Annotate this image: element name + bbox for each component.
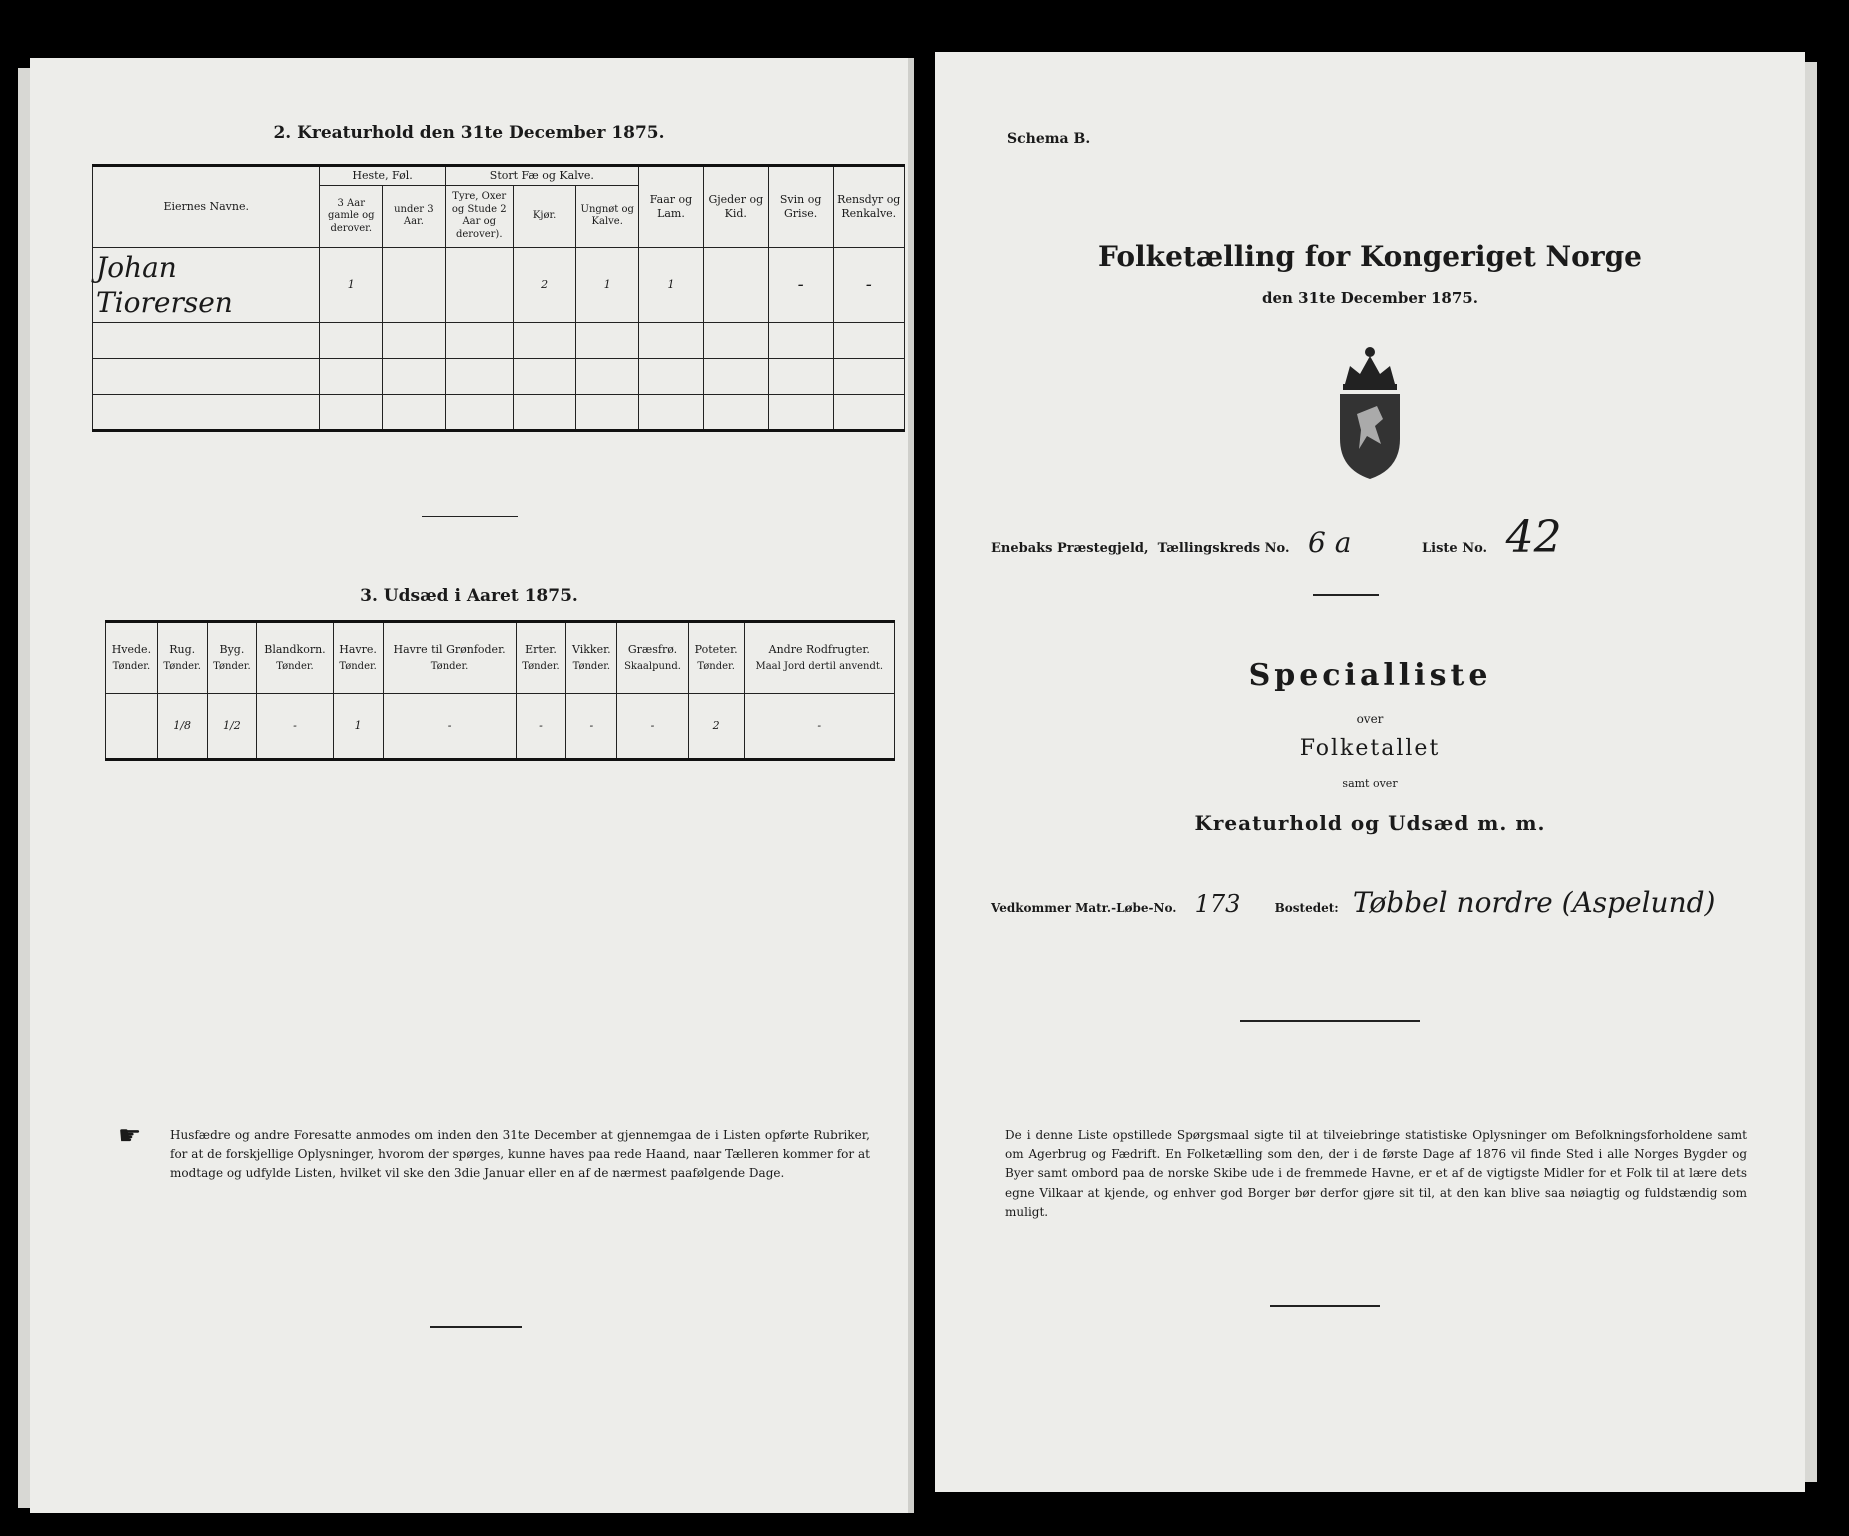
seed-header-name: Byg. (219, 642, 245, 656)
horses-old-header: 3 Aar gamle og derover. (320, 185, 383, 247)
seed-header-name: Blandkorn. (264, 642, 326, 656)
seed-header-unit: Tønder. (213, 660, 251, 672)
kreatur-label: Kreaturhold og Udsæd m. m. (1194, 811, 1546, 835)
seed-header-unit: Skaalpund. (624, 660, 681, 672)
seed-value-7: - (566, 694, 617, 760)
district-line (991, 512, 1562, 563)
section3-title: 3. Udsæd i Aaret 1875. (360, 586, 578, 606)
owner-name: Johan Tiorersen (93, 247, 320, 322)
seed-header-name: Havre. (339, 642, 377, 656)
matr-number: 173 (1194, 890, 1241, 918)
over-label: over (1356, 712, 1384, 726)
seed-header-3 (257, 622, 333, 694)
seed-header-unit: Tønder. (430, 660, 469, 672)
seed-value-5: - (383, 694, 516, 760)
seed-header-9 (688, 622, 744, 694)
seed-header-2 (207, 622, 257, 694)
horses-young-header: under 3 Aar. (383, 185, 446, 247)
young-cattle-value: 1 (576, 247, 639, 322)
reindeer-value: - (833, 247, 904, 322)
pigs-header: Svin og Grise. (768, 166, 833, 248)
seed-header-unit: Tønder. (163, 660, 201, 672)
pigs-value: - (768, 247, 833, 322)
bulls-header: Tyre, Oxer og Stude 2 Aar og derover). (445, 185, 513, 247)
seed-header-name: Vikker. (572, 642, 611, 656)
bosted-label: Bostedet: (1274, 901, 1339, 915)
seed-header-name: Andre Rodfrugter. (768, 642, 870, 656)
divider (1240, 1020, 1420, 1022)
seed-header-unit: Tønder. (522, 660, 560, 672)
cows-header: Kjør. (513, 185, 576, 247)
right-page (935, 52, 1805, 1492)
seed-value-10: - (744, 694, 894, 760)
seed-header-5 (383, 622, 516, 694)
left-page (30, 58, 914, 1513)
seed-value-4: 1 (333, 694, 383, 760)
seed-header-unit: Tønder. (112, 660, 151, 672)
seed-value-8: - (617, 694, 688, 760)
seed-header-4 (333, 622, 383, 694)
young-cattle-header: Ungnøt og Kalve. (576, 185, 639, 247)
page-subtitle: den 31te December 1875. (1262, 289, 1478, 307)
seed-header-name: Græsfrø. (627, 642, 678, 656)
seed-header-6 (516, 622, 566, 694)
pointing-hand-icon: ☛ (118, 1121, 142, 1151)
spec-title: Specialliste (1248, 658, 1492, 693)
district-label: Tællingskreds No. (1157, 541, 1290, 556)
horses-header: Heste, Føl. (320, 166, 445, 186)
seed-value-9: 2 (688, 694, 744, 760)
table-row (93, 358, 905, 394)
list-label: Liste No. (1422, 541, 1488, 556)
section2-title: 2. Kreaturhold den 31te December 1875. (273, 123, 665, 143)
page-edge (18, 68, 30, 1508)
divider (430, 1326, 522, 1328)
seed-header-name: Havre til Grønfoder. (393, 642, 506, 656)
seed-header-name: Poteter. (694, 642, 738, 656)
cattle-header: Stort Fæ og Kalve. (445, 166, 638, 186)
parish-label: Enebaks Præstegjeld, (991, 541, 1149, 556)
notice-text: Husfædre og andre Foresatte anmodes om inden den 31te December at gjennemgaa de i Listen opførte Rubriker, for at de forskjellige Oplysninger, hvorom der spørges, kunne haves paa rede Haand, naar Tælleren kommer for at modtage og udfylde Listen, hvilket vil ske den 3die Januar eller en af de nærmest paafølgende Dage. (170, 1128, 870, 1181)
reindeer-header: Rensdyr og Renkalve. (833, 166, 904, 248)
seed-header-name: Erter. (525, 642, 557, 656)
matr-label: Vedkommer Matr.-Løbe-No. (991, 901, 1177, 915)
table-row (106, 694, 895, 760)
seed-header-8 (617, 622, 688, 694)
seed-header-10 (744, 622, 894, 694)
list-number: 42 (1505, 512, 1562, 563)
horses-old-value: 1 (320, 247, 383, 322)
owner-header: Eiernes Navne. (93, 166, 320, 248)
seed-value-2: 1/2 (207, 694, 257, 760)
district-number: 6 a (1308, 526, 1352, 559)
seed-header-unit: Tønder. (339, 660, 377, 672)
samt-label: samt over (1342, 777, 1398, 790)
seed-value-3: - (257, 694, 333, 760)
divider (1313, 594, 1379, 596)
bulls-value (445, 247, 513, 322)
divider (1270, 1305, 1380, 1307)
seed-header-1 (157, 622, 207, 694)
table-row (93, 394, 905, 430)
divider (422, 516, 518, 517)
schema-label: Schema B. (1007, 131, 1091, 147)
table-row (93, 322, 905, 358)
matr-line (991, 886, 1715, 919)
seed-value-1: 1/8 (157, 694, 207, 760)
page-edge (1805, 62, 1817, 1482)
seed-header-unit: Maal Jord dertil anvendt. (755, 660, 884, 672)
seed-header-7 (566, 622, 617, 694)
seed-value-6: - (516, 694, 566, 760)
horses-young-value (383, 247, 446, 322)
goats-value (703, 247, 768, 322)
seed-header-name: Hvede. (111, 642, 152, 656)
sheep-header: Faar og Lam. (639, 166, 704, 248)
seed-header-unit: Tønder. (697, 660, 735, 672)
livestock-table (92, 164, 905, 432)
bosted-value: Tøbbel nordre (Aspelund) (1352, 886, 1716, 919)
table-row (93, 247, 905, 322)
goats-header: Gjeder og Kid. (703, 166, 768, 248)
seed-table (105, 620, 895, 761)
folketallet-label: Folketallet (1299, 736, 1441, 761)
page-title: Folketælling for Kongeriget Norge (1098, 240, 1642, 273)
intro-paragraph: De i denne Liste opstillede Spørgsmaal sigte til at tilveiebringe statistiske Oplysninger om Befolkningsforholdene samt om Agerbrug og Fædrift. En Folketælling som den, der i de første Dage af 1876 vil finde Sted i alle Norges Bygder og Byer samt ombord paa de norske Skibe ude i de fremmede Havne, er et af de vigtigste Midler for et Folk til at lære dets egne Vilkaar at kjende, og enhver god Borger bør derfor gjøre sit til, at den kan blive saa nøiagtig og fuldstændig som muligt. (1005, 1128, 1747, 1219)
seed-value-0 (106, 694, 158, 760)
coat-of-arms-icon (1325, 344, 1415, 484)
seed-header-0 (106, 622, 158, 694)
seed-header-name: Rug. (169, 642, 196, 656)
cows-value: 2 (513, 247, 576, 322)
seed-header-unit: Tønder. (572, 660, 611, 672)
sheep-value: 1 (639, 247, 704, 322)
seed-header-unit: Tønder. (276, 660, 314, 672)
